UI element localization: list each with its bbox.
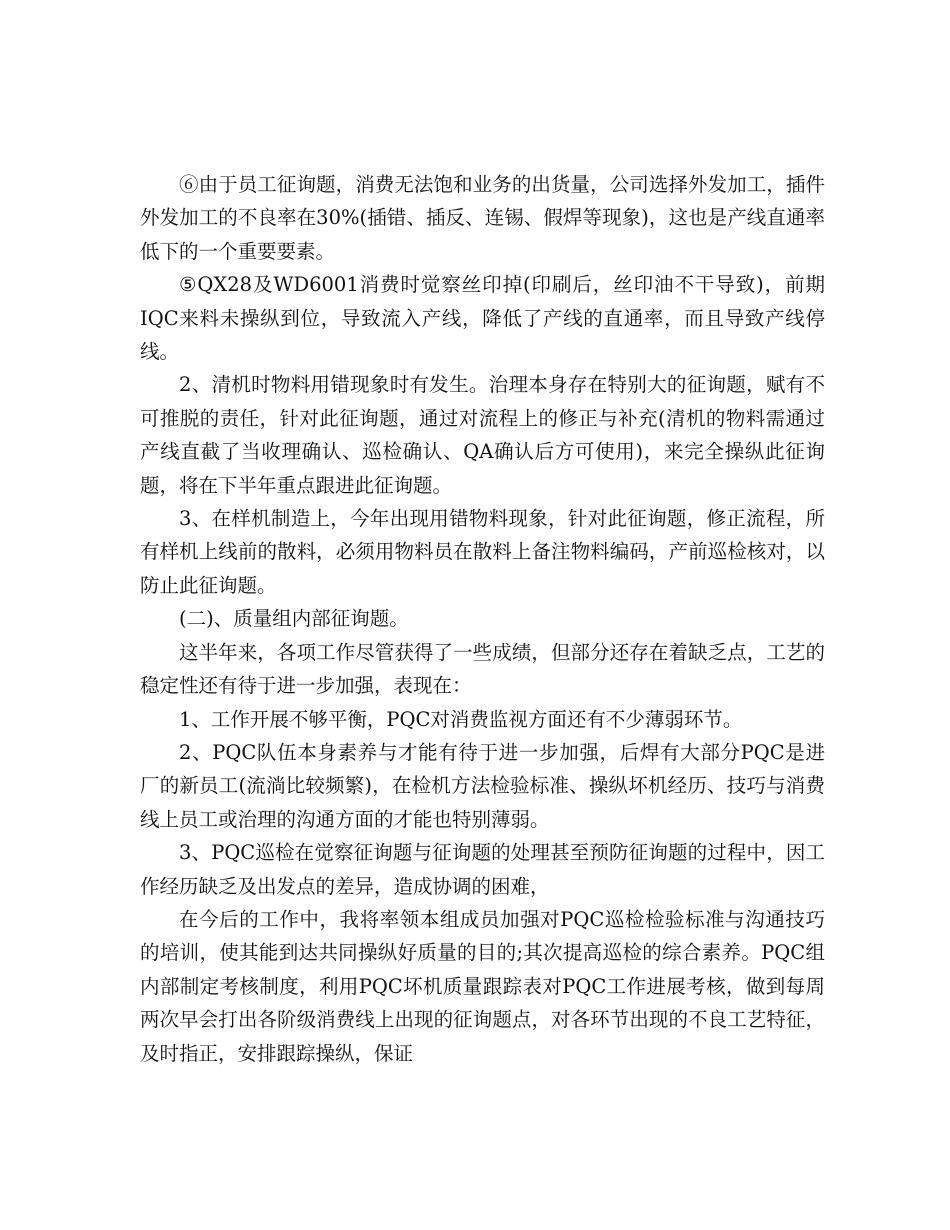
paragraph-material-misuse: 2、清机时物料用错现象时有发生。治理本身存在特别大的征询题，赋有不可推脱的责任，针对此征询题，通过对流程上的修正与补充(清机的物料需通过产线直截了当收理确认、巡检确认、QA确认后方可使用)，来完全操纵此征询题，将在下半年重点跟进此征询题。 xyxy=(140,373,825,497)
paragraph-sample-production: 3、在样机制造上，今年出现用错物料现象，针对此征询题，修正流程，所有样机上线前的散料，必须用物料员在散料上备注物料编码，产前巡检核对，以防止此征询题。 xyxy=(140,507,825,597)
paragraph-item-1: 1、工作开展不够平衡，PQC对消费监视方面还有不少薄弱环节。 xyxy=(179,707,743,731)
paragraph-item-3: 3、PQC巡检在觉察征询题与征询题的处理甚至预防征询题的过程中，因工作经历缺乏及出发点的差异，造成协调的困难， xyxy=(140,841,825,898)
paragraph-item-2: 2、PQC队伍本身素养与才能有待于进一步加强，后焊有大部分PQC是进厂的新员工(流淌比较频繁)，在检机方法检验标准、操纵坏机经历、技巧与消费线上员工或治理的沟通方面的才能也特别薄弱。 xyxy=(140,740,825,831)
paragraph-future-plan: 在今后的工作中，我将率领本组成员加强对PQC巡检检验标准与沟通技巧的培训，使其能到达共同操纵好质量的目的;其次提高巡检的综合素养。PQC组内部制定考核制度，利用PQC坏机质量跟踪表对PQC工作进展考核，做到每周两次早会打出各阶级消费线上出现的征询题点，对各环节出现的不良工艺特征，及时指正，安排跟踪操纵，保证 xyxy=(140,907,825,1065)
document-body xyxy=(140,168,825,1070)
paragraph-silkscreen-issue: ⑤QX28及WD6001消费时觉察丝印掉(印刷后，丝印油不干导致)，前期IQC来料未操纵到位，导致流入产线，降低了产线的直通率，而且导致产线停线。 xyxy=(140,273,825,364)
paragraph-half-year-summary: 这半年来，各项工作尽管获得了一些成绩，但部分还存在着缺乏点，工艺的稳定性还有待于进一步加强，表现在： xyxy=(140,640,825,698)
paragraph-defect-outsourcing: ⑥由于员工征询题，消费无法饱和业务的出货量，公司选择外发加工，插件外发加工的不良率在30%(插错、插反、连锡、假焊等现象)，这也是产线直通率低下的一个重要要素。 xyxy=(140,173,825,263)
section-heading-internal-issues: (二)、质量组内部征询题。 xyxy=(179,607,409,631)
